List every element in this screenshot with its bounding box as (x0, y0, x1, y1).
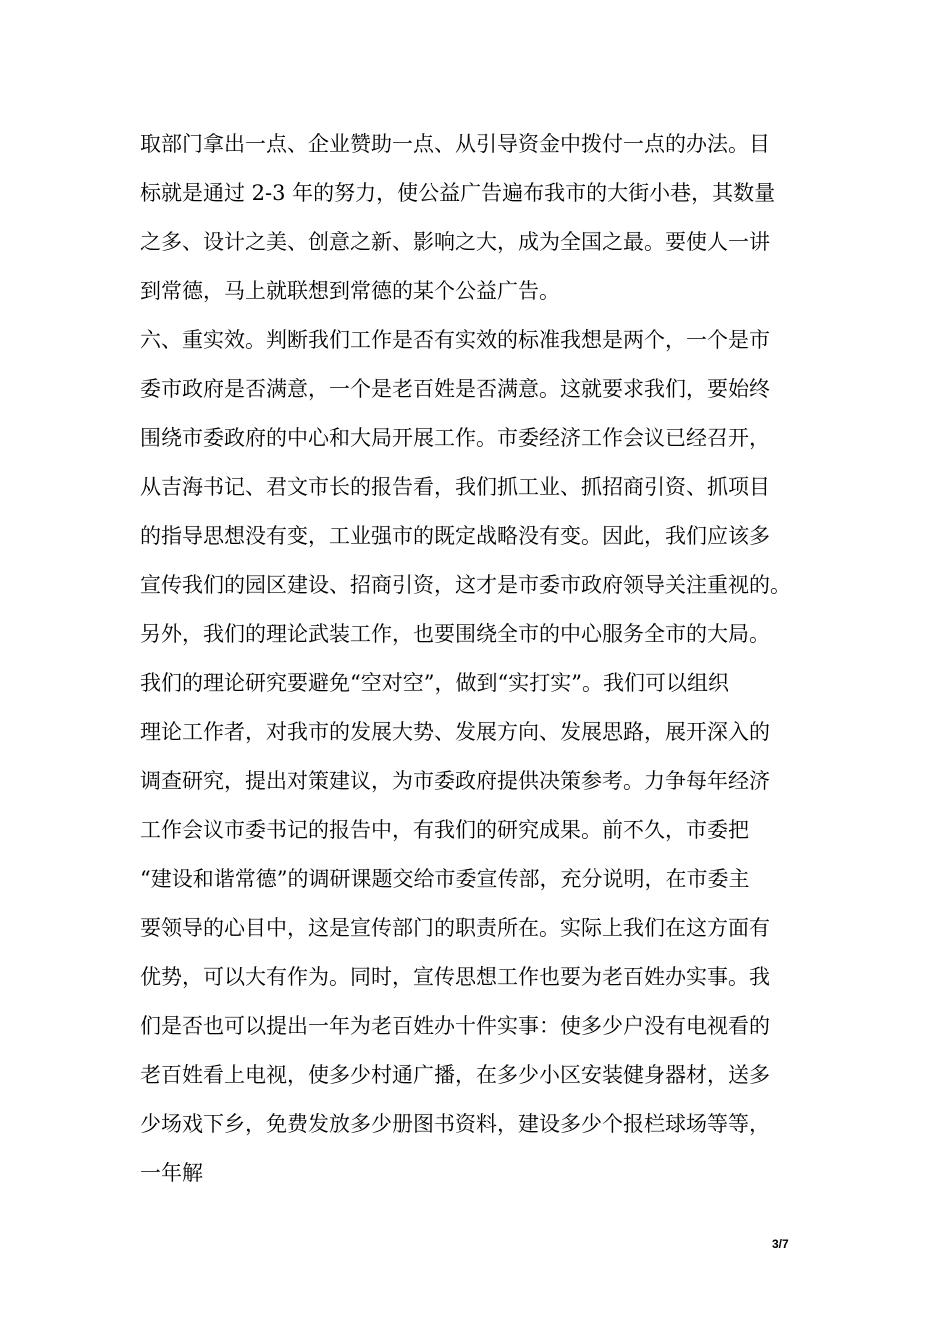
page-number: 3/7 (772, 1237, 789, 1251)
text-line: 优势，可以大有作为。同时，宣传思想工作也要为老百姓办实事。我 (140, 965, 770, 989)
text-line: 工作会议市委书记的报告中，有我们的研究成果。前不久，市委把 (140, 818, 749, 842)
text-line: 另外，我们的理论武装工作，也要围绕全市的中心服务全市的大局。 (140, 622, 770, 646)
text-line: 围绕市委政府的中心和大局开展工作。市委经济工作会议已经召开， (140, 426, 770, 450)
text-line: 要领导的心目中，这是宣传部门的职责所在。实际上我们在这方面有 (140, 916, 770, 940)
text-line: 少场戏下乡，免费发放多少册图书资料，建设多少个报栏球场等等， (140, 1112, 770, 1136)
text-line: 从吉海书记、君文市长的报告看，我们抓工业、抓招商引资、抓项目 (140, 475, 770, 499)
text-line: “建设和谐常德”的调研课题交给市委宣传部，充分说明，在市委主 (140, 867, 750, 891)
text-line: 们是否也可以提出一年为老百姓办十件实事：使多少户没有电视看的 (140, 1014, 770, 1038)
text-line: 理论工作者，对我市的发展大势、发展方向、发展思路，展开深入的 (140, 720, 770, 744)
text-line: 到常德，马上就联想到常德的某个公益广告。 (140, 279, 560, 303)
text-line: 一年解 (140, 1161, 203, 1185)
text-line: 老百姓看上电视，使多少村通广播，在多少小区安装健身器材，送多 (140, 1063, 770, 1087)
text-line: 的指导思想没有变，工业强市的既定战略没有变。因此，我们应该多 (140, 524, 770, 548)
text-line: 六、重实效。判断我们工作是否有实效的标准我想是两个，一个是市 (140, 328, 770, 352)
text-line: 标就是通过 2-3 年的努力，使公益广告遍布我市的大街小巷，其数量 (140, 181, 776, 205)
text-line: 之多、设计之美、创意之新、影响之大，成为全国之最。要使人一讲 (140, 230, 770, 254)
text-line: 宣传我们的园区建设、招商引资，这才是市委市政府领导关注重视的。 (140, 573, 791, 597)
text-line: 取部门拿出一点、企业赞助一点、从引导资金中拨付一点的办法。目 (140, 132, 770, 156)
text-line: 委市政府是否满意，一个是老百姓是否满意。这就要求我们，要始终 (140, 377, 770, 401)
text-line: 我们的理论研究要避免“空对空”，做到“实打实”。我们可以组织 (140, 671, 729, 695)
body-text (140, 120, 820, 1198)
text-line: 调查研究，提出对策建议，为市委政府提供决策参考。力争每年经济 (140, 769, 770, 793)
